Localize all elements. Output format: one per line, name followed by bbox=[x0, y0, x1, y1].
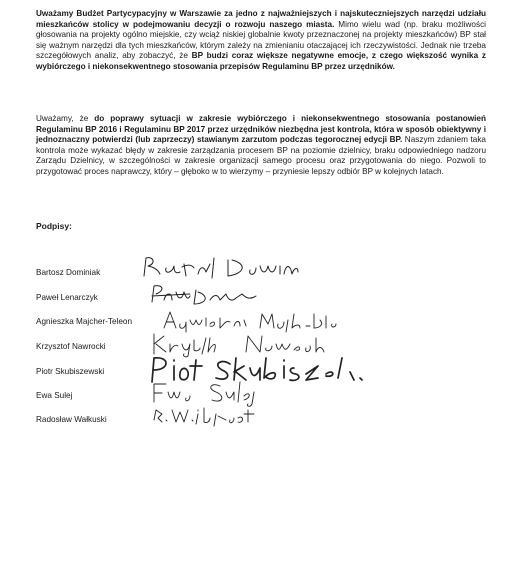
signer-name: Paweł Lenarczyk bbox=[36, 293, 98, 302]
handwritten-signature bbox=[140, 252, 300, 282]
signer-name: Ewa Sulej bbox=[36, 391, 73, 400]
signatures-heading: Podpisy: bbox=[36, 221, 72, 231]
signer-name: Bartosz Dominiak bbox=[36, 268, 101, 277]
signer-name: Agnieszka Majcher-Teleon bbox=[36, 317, 133, 326]
proposal-regular-2: Naszym zdaniem taka kontrola może wykazać błędy w zakresie zarządzania procesem BP na poziomie dzielnicy, braku odpowiedniego nadzoru Zarządu Dzielnicy, w szczególności w zakresie organizacji samego procesu oraz przygotowania do niego. Pozwoli to przygotować proces naprawczy, który – głęboko w to wierzymy – przyniesie lepszy odbiór BP w kolejnych latach. bbox=[36, 135, 486, 176]
paragraph-intro bbox=[36, 9, 486, 73]
paragraph-proposal bbox=[36, 114, 486, 178]
signer-name: Piotr Skubiszewski bbox=[36, 367, 105, 376]
proposal-regular-1: Uważamy, że bbox=[36, 114, 95, 123]
intro-bold-1: Uważamy Budżet Partycypacyjny w Warszawie za jedno z najważniejszych i najskuteczniejszych narzędzi udziału mieszkańców stolicy w podejmowaniu decyzji o rozwoju naszego miasta. bbox=[36, 9, 486, 29]
handwritten-signature bbox=[150, 402, 260, 426]
proposal-bold: do poprawy sytuacji w zakresie wybiórczego i niekonsekwentnego stosowania postanowień Regulaminu BP 2016 i Regulaminu BP 2017 przez urzędników niezbędna jest kontrola, która w sposób obiektywny i jednoznaczny potwierdzi (lub zaprzeczy) stawianym zarzutom podczas tegorocznej edycji BP. bbox=[36, 114, 486, 145]
intro-regular: Mimo wielu wad (np. braku możliwości głosowania na projekty ogólno miejskie, czy wciąż niskiej globalnie kwoty przeznaczonej na projekty mieszkańców) BP stał się ważnym narzędzi dla tych mieszkańców, którym zależy na zmienianiu otaczającej ich rzeczywistości. Jednak nie trzeba szczegółowych analiz, aby zobaczyć, że bbox=[36, 19, 486, 61]
signer-name: Krzysztof Nawrocki bbox=[36, 342, 106, 351]
handwritten-signature bbox=[150, 282, 260, 308]
intro-bold-2: BP budzi coraz większe negatywne emocje, z czego większość wynika z wybiórczego i niekonsekwentnego stosowania przepisów Regulaminu BP przez urzędników. bbox=[36, 51, 486, 71]
signer-name: Radosław Wałkuski bbox=[36, 415, 107, 424]
